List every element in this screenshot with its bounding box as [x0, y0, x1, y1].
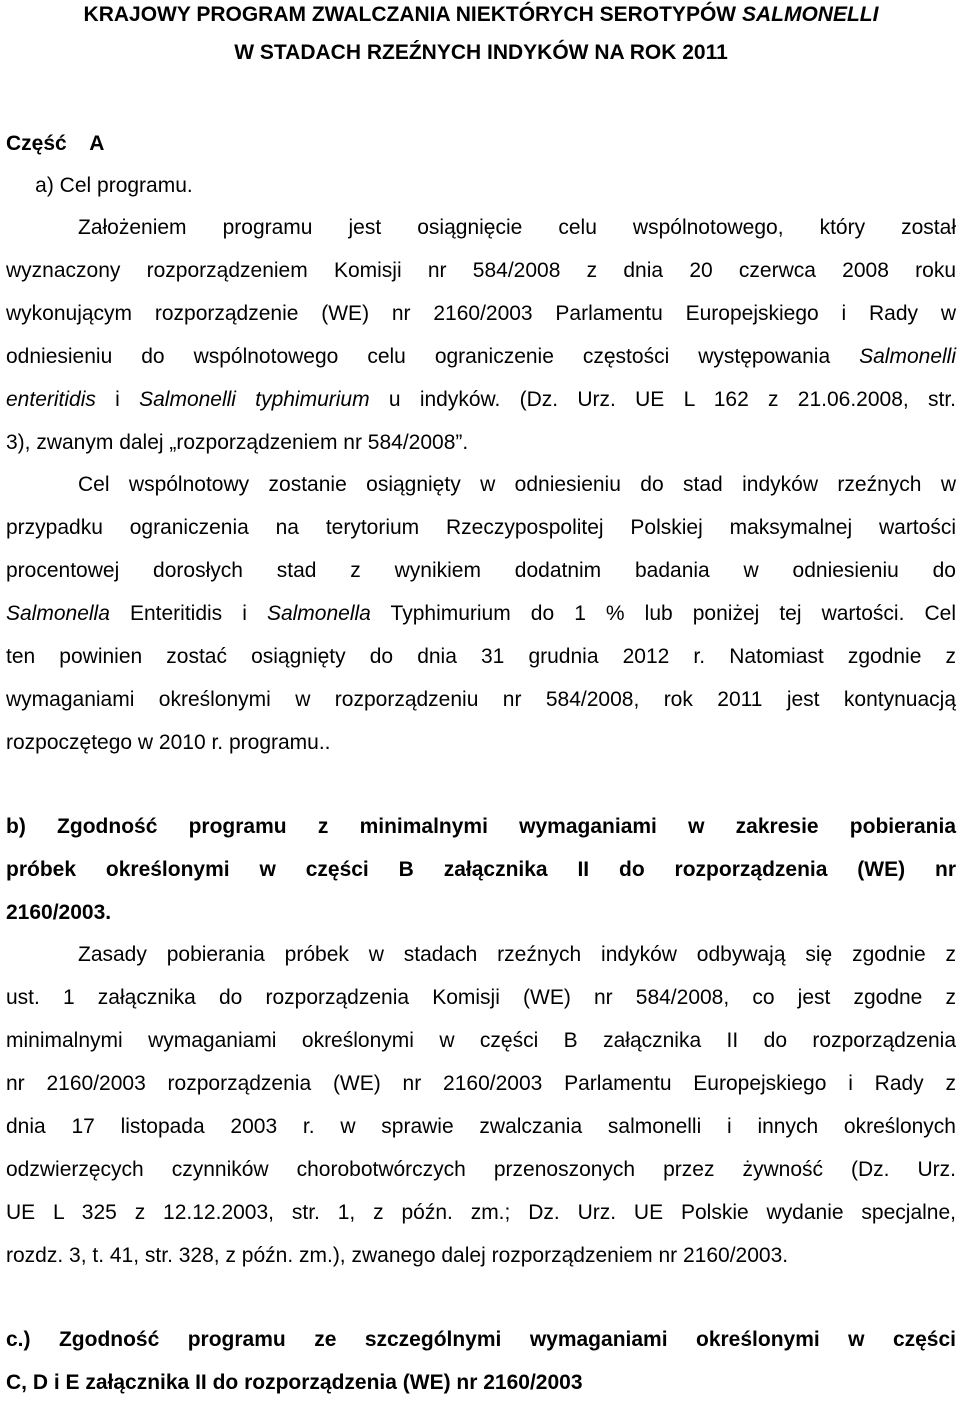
text-line: odzwierzęcych czynników chorobotwórczych przenoszonych przez żywność (Dz. Urz. [6, 1158, 956, 1181]
heading-line: b) Zgodność programu z minimalnymi wymaganiami w zakresie pobierania [6, 815, 956, 838]
italic-term: Salmonella [266, 602, 371, 625]
text-line [6, 335, 956, 378]
text-run: i [95, 388, 140, 411]
title-line-1-text: KRAJOWY PROGRAM ZWALCZANIA NIEKTÓRYCH SEROTYPÓW [83, 3, 742, 26]
text-line: Zasady pobierania próbek w stadach rzeźnych indyków odbywają się zgodnie z [78, 943, 956, 966]
italic-term: Salmonella [6, 602, 110, 625]
heading-line: 2160/2003. [6, 901, 112, 924]
section-a-paragraph-2 [6, 463, 956, 764]
text-line: ten powinien zostać osiągnięty do dnia 31 grudnia 2012 r. Natomiast zgodnie z [6, 645, 956, 668]
section-b-paragraph [6, 933, 956, 1277]
section-a-heading: a) Cel programu. [6, 174, 193, 197]
heading-line: próbek określonymi w części B załącznika II do rozporządzenia (WE) nr [6, 858, 956, 881]
title-line-1 [6, 0, 956, 34]
text-line [6, 378, 956, 421]
italic-term: enteritidis [6, 388, 96, 411]
text-line: wyznaczony rozporządzeniem Komisji nr 584/2008 z dnia 20 czerwca 2008 roku [6, 259, 956, 282]
text-line: minimalnymi wymaganiami określonymi w części B załącznika II do rozporządzenia [6, 1029, 956, 1052]
heading-line: c.) Zgodność programu ze szczególnymi wymaganiami określonymi w części [6, 1328, 956, 1351]
title-line-1-italic: SALMONELLI [741, 3, 879, 26]
text-run: u indyków. (Dz. Urz. UE L 162 z 21.06.2008, str. [369, 388, 957, 411]
text-line: dnia 17 listopada 2003 r. w sprawie zwalczania salmonelli i innych określonych [6, 1115, 956, 1138]
text-line: 3), zwanym dalej „rozporządzeniem nr 584/2008”. [6, 431, 469, 454]
text-line [6, 592, 956, 635]
text-line: ust. 1 załącznika do rozporządzenia Komisji (WE) nr 584/2008, co jest zgodne z [6, 986, 956, 1009]
text-line: UE L 325 z 12.12.2003, str. 1, z późn. zm.; Dz. Urz. UE Polskie wydanie specjalne, [6, 1201, 956, 1224]
text-line: Założeniem programu jest osiągnięcie celu wspólnotowego, który został [78, 216, 956, 239]
document-title [6, 0, 956, 72]
title-line-2: W STADACH RZEŹNYCH INDYKÓW NA ROK 2011 [234, 41, 728, 64]
text-line: rozpoczętego w 2010 r. programu.. [6, 731, 331, 754]
text-line: przypadku ograniczenia na terytorium Rzeczypospolitej Polskiej maksymalnej wartości [6, 516, 956, 539]
text-run: Enteritidis i [109, 602, 267, 625]
text-line: procentowej dorosłych stad z wynikiem dodatnim badania w odniesieniu do [6, 559, 956, 582]
part-label: Część A [6, 132, 105, 155]
section-c-heading [6, 1318, 956, 1404]
text-line: rozdz. 3, t. 41, str. 328, z późn. zm.), zwanego dalej rozporządzeniem nr 2160/2003. [6, 1244, 789, 1267]
text-run: odniesieniu do wspólnotowego celu ograniczenie częstości występowania [6, 345, 860, 368]
heading-line: C, D i E załącznika II do rozporządzenia (WE) nr 2160/2003 [6, 1371, 583, 1394]
text-run: Typhimurium do 1 % lub poniżej tej wartości. Cel [370, 602, 957, 625]
text-line: nr 2160/2003 rozporządzenia (WE) nr 2160/2003 Parlamentu Europejskiego i Rady z [6, 1072, 956, 1095]
section-a-paragraph-1 [6, 206, 956, 464]
italic-term: Salmonelli typhimurium [139, 388, 370, 411]
section-b-heading [6, 805, 956, 934]
text-line: Cel wspólnotowy zostanie osiągnięty w odniesieniu do stad indyków rzeźnych w [78, 473, 956, 496]
text-line: wykonującym rozporządzenie (WE) nr 2160/2003 Parlamentu Europejskiego i Rady w [6, 302, 956, 325]
text-line: wymaganiami określonymi w rozporządzeniu nr 584/2008, rok 2011 jest kontynuacją [6, 688, 956, 711]
italic-term: Salmonelli [859, 345, 956, 368]
